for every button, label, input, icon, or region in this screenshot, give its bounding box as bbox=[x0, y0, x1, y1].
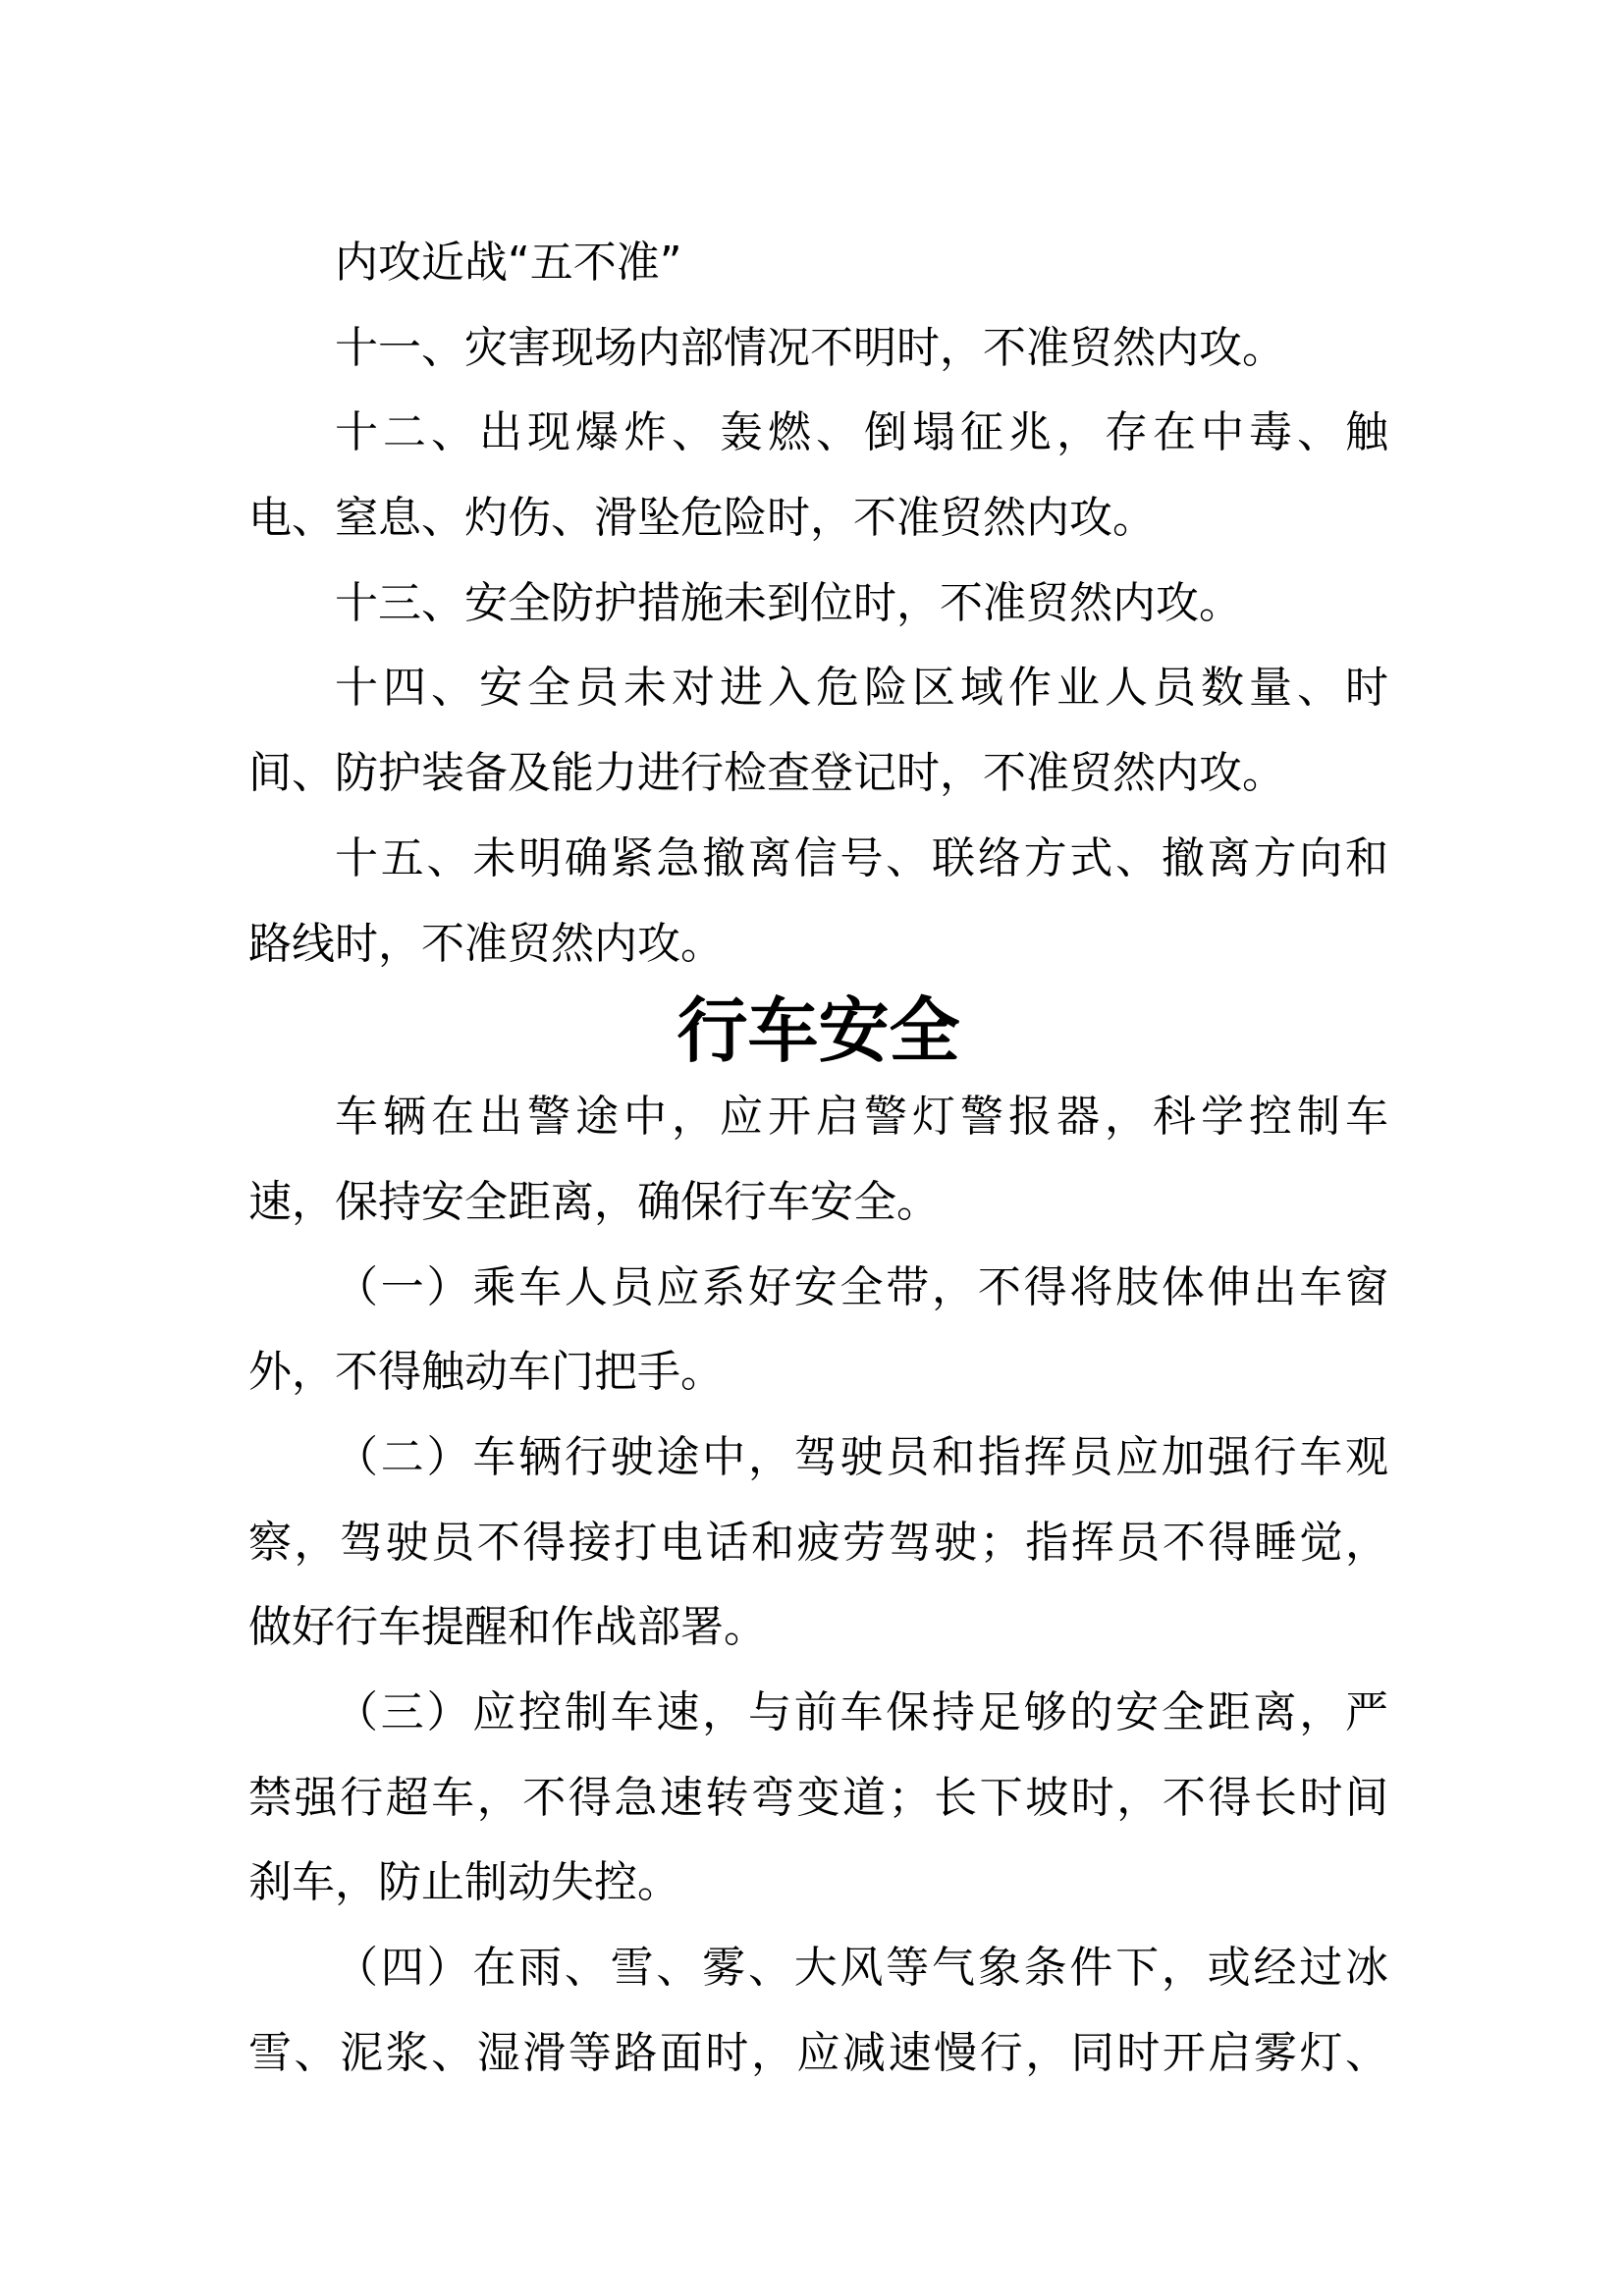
rule-2-paragraph bbox=[248, 1415, 1388, 1671]
intro-paragraph bbox=[248, 1075, 1388, 1245]
section-title: 行车安全 bbox=[677, 988, 960, 1073]
rule-3-paragraph bbox=[248, 1671, 1388, 1926]
rule-14-paragraph bbox=[248, 646, 1388, 816]
rule-2-line-2: 察，驾驶员不得接打电话和疲劳驾驶；指挥员不得睡觉， bbox=[248, 1517, 1388, 1568]
section-driving-safety bbox=[248, 987, 1388, 2096]
rule-12-line-1: 十二、出现爆炸、轰燃、倒塌征兆，存在中毒、触 bbox=[335, 407, 1388, 458]
document-body bbox=[248, 221, 1388, 2096]
rule-13-line-1: 十三、安全防护措施未到位时，不准贸然内攻。 bbox=[335, 577, 1242, 628]
rule-15-line-1: 十五、未明确紧急撤离信号、联络方式、撤离方向和 bbox=[335, 832, 1388, 883]
rule-4-line-2: 雪、泥浆、湿滑等路面时，应减速慢行，同时开启雾灯、 bbox=[248, 2027, 1388, 2078]
rule-11-paragraph bbox=[248, 306, 1388, 392]
rule-1-paragraph bbox=[248, 1246, 1388, 1415]
rule-12-line-2: 电、窒息、灼伤、滑坠危险时，不准贸然内攻。 bbox=[248, 493, 1156, 544]
rule-4-line-1: （四）在雨、雪、雾、大风等气象条件下，或经过冰 bbox=[335, 1943, 1388, 1994]
rule-1-line-1: （一）乘车人员应系好安全带，不得将肢体伸出车窗 bbox=[335, 1261, 1388, 1312]
rule-2-line-3: 做好行车提醒和作战部署。 bbox=[248, 1602, 767, 1653]
intro-line-2: 速，保持安全距离，确保行车安全。 bbox=[248, 1176, 940, 1227]
section-heading: 内攻近战“五不准” bbox=[335, 238, 682, 288]
rule-1-line-2: 外，不得触动车门把手。 bbox=[248, 1347, 724, 1398]
rule-14-line-1: 十四、安全员未对进入危险区域作业人员数量、时 bbox=[335, 663, 1388, 714]
section-five-prohibitions bbox=[248, 221, 1388, 987]
rule-14-line-2: 间、防护装备及能力进行检查登记时，不准贸然内攻。 bbox=[248, 748, 1285, 799]
rule-3-line-2: 禁强行超车，不得急速转弯变道；长下坡时，不得长时间 bbox=[248, 1772, 1388, 1823]
intro-line-1: 车辆在出警途中，应开启警灯警报器，科学控制车 bbox=[335, 1092, 1388, 1143]
rule-13-paragraph bbox=[248, 561, 1388, 647]
rule-4-paragraph bbox=[248, 1926, 1388, 2096]
rule-11-line-1: 十一、灾害现场内部情况不明时，不准贸然内攻。 bbox=[335, 322, 1285, 373]
rule-2-line-1: （二）车辆行驶途中，驾驶员和指挥员应加强行车观 bbox=[335, 1431, 1388, 1482]
rule-3-line-1: （三）应控制车速，与前车保持足够的安全距离，严 bbox=[335, 1687, 1388, 1737]
rule-3-line-3: 刹车，防止制动失控。 bbox=[248, 1857, 680, 1908]
rule-15-line-2: 路线时，不准贸然内攻。 bbox=[248, 918, 724, 969]
rule-12-paragraph bbox=[248, 391, 1388, 561]
rule-15-paragraph bbox=[248, 817, 1388, 987]
